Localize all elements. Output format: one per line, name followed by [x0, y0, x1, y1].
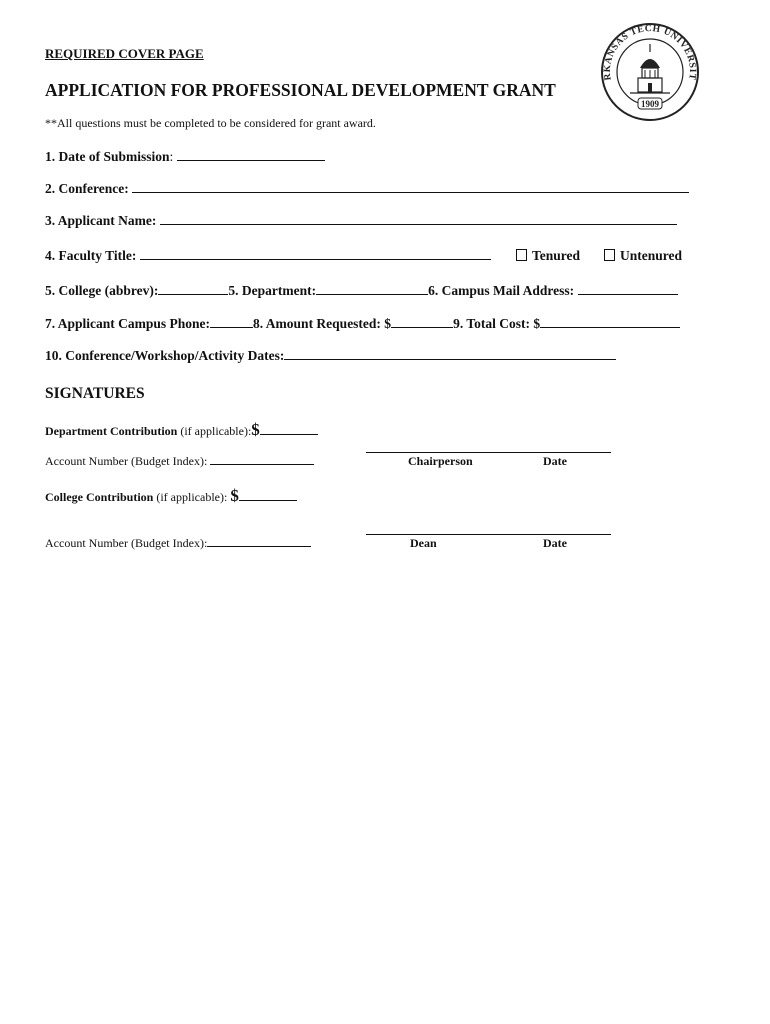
- row-date-submission: 1. Date of Submission:: [45, 149, 325, 165]
- required-cover-label: REQUIRED COVER PAGE: [45, 46, 204, 61]
- applicant-name-field[interactable]: [160, 224, 677, 225]
- dept-contribution-label: Department Contribution: [45, 424, 178, 438]
- date-submission-label: 1. Date of Submission: [45, 149, 170, 164]
- row-activity-dates: [45, 348, 616, 364]
- dept-contribution-field[interactable]: [260, 434, 318, 435]
- seal-year: 1909: [641, 99, 659, 109]
- chairperson-label: Chairperson: [408, 454, 473, 468]
- signatures-heading: SIGNATURES: [45, 385, 145, 402]
- faculty-title-label: 4. Faculty Title:: [45, 248, 137, 263]
- applicant-name-label: 3. Applicant Name:: [45, 213, 157, 228]
- dean-label: Dean: [410, 536, 437, 550]
- tenured-label: Tenured: [532, 248, 581, 263]
- campus-mail-label: 6. Campus Mail Address:: [428, 283, 575, 298]
- amount-requested-label: 8. Amount Requested: $: [253, 316, 392, 331]
- seal-text: RKANSAS TECH UNIVERSIT: [602, 24, 698, 81]
- campus-phone-field[interactable]: [210, 327, 253, 328]
- college-contribution-field[interactable]: [239, 500, 297, 501]
- department-field[interactable]: [316, 294, 428, 295]
- campus-mail-field[interactable]: [578, 294, 678, 295]
- college-account-label: Account Number (Budget Index):: [45, 536, 208, 550]
- conference-field[interactable]: [132, 192, 689, 193]
- conference-label: 2. Conference:: [45, 181, 129, 196]
- dept-account-label: Account Number (Budget Index):: [45, 454, 208, 468]
- faculty-title-field[interactable]: [140, 259, 491, 260]
- total-cost-label: 9. Total Cost: $: [453, 316, 541, 331]
- chairperson-signature-line[interactable]: [366, 452, 611, 453]
- untenured-checkbox[interactable]: [604, 249, 615, 261]
- total-cost-field[interactable]: [540, 327, 680, 328]
- row-dept-account: [45, 454, 314, 469]
- college-dollar-sign: $: [230, 486, 239, 505]
- form-title: APPLICATION FOR PROFESSIONAL DEVELOPMENT GRANT: [45, 80, 556, 100]
- college-if-applicable: (if applicable):: [156, 490, 228, 504]
- date-submission-field[interactable]: [177, 160, 325, 161]
- row-conference: [45, 181, 689, 197]
- row-phone-amount-cost: [45, 316, 680, 332]
- row-college-contribution: [45, 486, 297, 506]
- tenured-checkbox[interactable]: [516, 249, 527, 261]
- college-label: 5. College (abbrev):: [45, 283, 159, 298]
- dean-signature-line[interactable]: [366, 534, 611, 535]
- department-label: 5. Department:: [228, 283, 317, 298]
- row-dept-contribution: [45, 420, 318, 440]
- untenured-option[interactable]: [604, 248, 682, 264]
- college-field[interactable]: [158, 294, 228, 295]
- activity-dates-field[interactable]: [284, 359, 616, 360]
- untenured-label: Untenured: [620, 248, 683, 263]
- college-account-field[interactable]: [207, 546, 311, 547]
- amount-requested-field[interactable]: [391, 327, 453, 328]
- dean-date-label: Date: [543, 536, 567, 550]
- college-contribution-label: College Contribution: [45, 490, 154, 504]
- tenured-option[interactable]: [516, 248, 580, 264]
- dept-dollar-sign: $: [251, 420, 260, 439]
- seal-graphic: [600, 22, 700, 122]
- row-applicant-name: [45, 213, 677, 229]
- row-college-dept-mail: [45, 283, 678, 299]
- row-college-account: [45, 536, 311, 551]
- campus-phone-label: 7. Applicant Campus Phone:: [45, 316, 211, 331]
- university-seal: [600, 22, 700, 122]
- dept-account-field[interactable]: [210, 464, 314, 465]
- dept-if-applicable: (if applicable):: [180, 424, 252, 438]
- instruction-note: **All questions must be completed to be considered for grant award.: [45, 116, 376, 130]
- activity-dates-label: 10. Conference/Workshop/Activity Dates:: [45, 348, 285, 363]
- chairperson-date-label: Date: [543, 454, 567, 468]
- row-faculty-title: [45, 248, 491, 264]
